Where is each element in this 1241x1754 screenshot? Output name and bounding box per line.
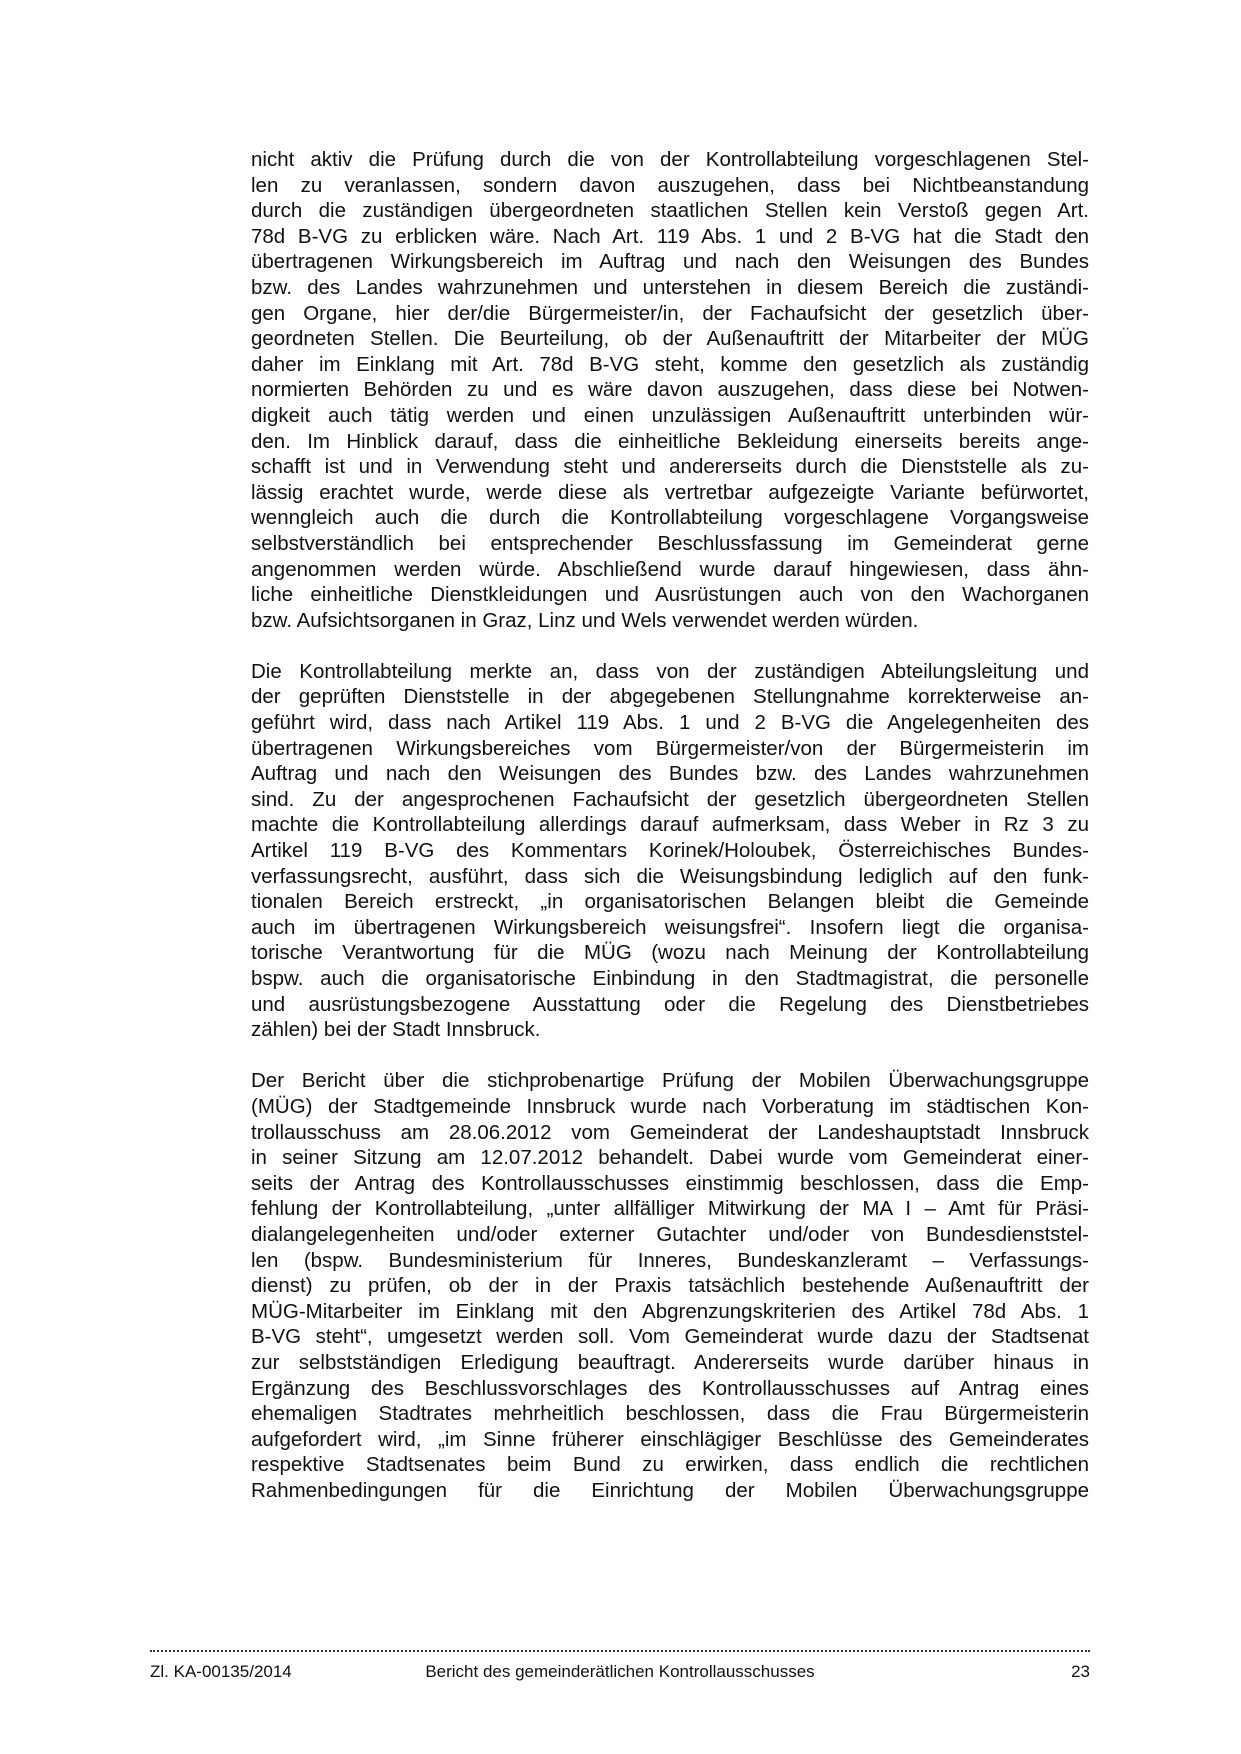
- text-line: Artikel 119 B-VG des Kommentars Korinek/Holoubek, Österreichisches Bundes-: [251, 839, 1089, 863]
- text-line: geordneten Stellen. Die Beurteilung, ob der Außenauftritt der Mitarbeiter der MÜG: [251, 327, 1089, 351]
- text-line: sind. Zu der angesprochenen Fachaufsicht der gesetzlich übergeordneten Stellen: [251, 787, 1089, 811]
- text-line: bspw. auch die organisatorische Einbindung in den Stadtmagistrat, die personelle: [251, 967, 1089, 990]
- text-line: Rahmenbedingungen für die Einrichtung der Mobilen Überwachungsgruppe: [251, 1478, 1089, 1502]
- text-line: zählen) bei der Stadt Innsbruck.: [251, 1018, 541, 1042]
- text-line: fehlung der Kontrollabteilung, „unter allfälliger Mitwirkung der MA I – Amt für Präsi-: [251, 1197, 1089, 1221]
- text-line: machte die Kontrollabteilung allerdings darauf aufmerksam, dass Weber in Rz 3 zu: [251, 813, 1089, 837]
- text-line: 78d B-VG zu erblicken wäre. Nach Art. 119 Abs. 1 und 2 B-VG hat die Stadt den: [251, 224, 1089, 248]
- text-line: normierten Behörden zu und es wäre davon auszugehen, dass diese bei Notwen-: [251, 378, 1089, 402]
- text-line: angenommen werden würde. Abschließend wurde darauf hingewiesen, dass ähn-: [251, 557, 1089, 581]
- text-line: übertragenen Wirkungsbereich im Auftrag und nach den Weisungen des Bundes: [251, 250, 1089, 274]
- document-body: [251, 147, 1089, 1503]
- text-line: geführt wird, dass nach Artikel 119 Abs. 1 und 2 B-VG die Angelegenheiten des: [251, 711, 1089, 735]
- text-line: Die Kontrollabteilung merkte an, dass von der zuständigen Abteilungsleitung und: [251, 659, 1089, 683]
- page-footer: [150, 1661, 1090, 1685]
- text-line: (MÜG) der Stadtgemeinde Innsbruck wurde nach Vorberatung im städtischen Kon-: [251, 1094, 1089, 1118]
- text-line: selbstverständlich bei entsprechender Beschlussfassung im Gemeinderat gerne: [251, 531, 1089, 555]
- text-line: wenngleich auch die durch die Kontrollabteilung vorgeschlagene Vorgangsweise: [251, 506, 1089, 530]
- footer-title: Bericht des gemeinderätlichen Kontrollausschusses: [425, 1662, 815, 1681]
- text-line: tionalen Bereich erstreckt, „in organisatorischen Belangen bleibt die Gemeinde: [251, 890, 1089, 914]
- text-line: digkeit auch tätig werden und einen unzulässigen Außenauftritt unterbinden wür-: [251, 403, 1089, 427]
- text-line: in seiner Sitzung am 12.07.2012 behandelt. Dabei wurde vom Gemeinderat einer-: [251, 1146, 1089, 1170]
- text-line: ehemaligen Stadtrates mehrheitlich beschlossen, dass die Frau Bürgermeisterin: [251, 1402, 1089, 1426]
- paragraph-1: [251, 147, 1089, 633]
- text-line: den. Im Hinblick darauf, dass die einheitliche Bekleidung einerseits bereits ange-: [251, 429, 1089, 453]
- text-line: bzw. Aufsichtsorganen in Graz, Linz und Wels verwendet werden würden.: [251, 608, 919, 632]
- text-line: zur selbstständigen Erledigung beauftragt. Andererseits wurde darüber hinaus in: [251, 1350, 1089, 1374]
- text-line: Der Bericht über die stichprobenartige Prüfung der Mobilen Überwachungsgruppe: [251, 1069, 1089, 1093]
- text-line: bzw. des Landes wahrzunehmen und unterstehen in diesem Bereich die zuständi-: [251, 275, 1089, 299]
- text-line: B-VG steht“, umgesetzt werden soll. Vom Gemeinderat wurde dazu der Stadtsenat: [251, 1325, 1089, 1349]
- text-line: aufgefordert wird, „im Sinne früherer einschlägiger Beschlüsse des Gemeinderates: [251, 1427, 1089, 1451]
- text-line: auch im übertragenen Wirkungsbereich weisungsfrei“. Insofern liegt die organisa-: [251, 915, 1089, 939]
- text-line: übertragenen Wirkungsbereiches vom Bürgermeister/von der Bürgermeisterin im: [251, 736, 1089, 760]
- text-line: und ausrüstungsbezogene Ausstattung oder die Regelung des Dienstbetriebes: [251, 992, 1089, 1016]
- paragraph-2: [251, 659, 1089, 1043]
- text-line: Auftrag und nach den Weisungen des Bundes bzw. des Landes wahrzunehmen: [251, 762, 1089, 786]
- text-line: Ergänzung des Beschlussvorschlages des Kontrollausschusses auf Antrag eines: [251, 1376, 1089, 1400]
- text-line: liche einheitliche Dienstkleidungen und Ausrüstungen auch von den Wachorganen: [251, 583, 1089, 607]
- text-line: lässig erachtet wurde, werde diese als vertretbar aufgezeigte Variante befürwortet,: [251, 480, 1089, 504]
- page-number: 23: [1071, 1662, 1090, 1681]
- text-line: len (bspw. Bundesministerium für Inneres, Bundeskanzleramt – Verfassungs-: [251, 1248, 1089, 1272]
- text-line: verfassungsrecht, ausführt, dass sich die Weisungsbindung lediglich auf den funk-: [251, 864, 1089, 888]
- footer-reference: Zl. KA-00135/2014: [150, 1662, 292, 1681]
- text-line: der geprüften Dienststelle in der abgegebenen Stellungnahme korrekterweise an-: [251, 685, 1089, 709]
- text-line: trollausschuss am 28.06.2012 vom Gemeinderat der Landeshauptstadt Innsbruck: [251, 1120, 1089, 1144]
- text-line: respektive Stadtsenates beim Bund zu erwirken, dass endlich die rechtlichen: [251, 1453, 1089, 1477]
- text-line: durch die zuständigen übergeordneten staatlichen Stellen kein Verstoß gegen Art.: [251, 199, 1089, 223]
- paragraph-3: [251, 1068, 1089, 1503]
- text-line: dialangelegenheiten und/oder externer Gutachter und/oder von Bundesdienststel-: [251, 1222, 1089, 1246]
- text-line: MÜG-Mitarbeiter im Einklang mit den Abgrenzungskriterien des Artikel 78d Abs. 1: [251, 1299, 1089, 1323]
- text-line: daher im Einklang mit Art. 78d B-VG steht, komme den gesetzlich als zuständig: [251, 352, 1089, 376]
- text-line: seits der Antrag des Kontrollausschusses einstimmig beschlossen, dass die Emp-: [251, 1171, 1089, 1195]
- footer-divider: [150, 1650, 1090, 1652]
- text-line: nicht aktiv die Prüfung durch die von der Kontrollabteilung vorgeschlagenen Stel-: [251, 148, 1089, 171]
- text-line: torische Verantwortung für die MÜG (wozu nach Meinung der Kontrollabteilung: [251, 941, 1089, 965]
- text-line: gen Organe, hier der/die Bürgermeister/in, der Fachaufsicht der gesetzlich über-: [251, 301, 1089, 325]
- text-line: schafft ist und in Verwendung steht und andererseits durch die Dienststelle als zu-: [251, 455, 1089, 479]
- text-line: dienst) zu prüfen, ob der in der Praxis tatsächlich bestehende Außenauftritt der: [251, 1274, 1089, 1298]
- text-line: len zu veranlassen, sondern davon auszugehen, dass bei Nichtbeanstandung: [251, 173, 1089, 197]
